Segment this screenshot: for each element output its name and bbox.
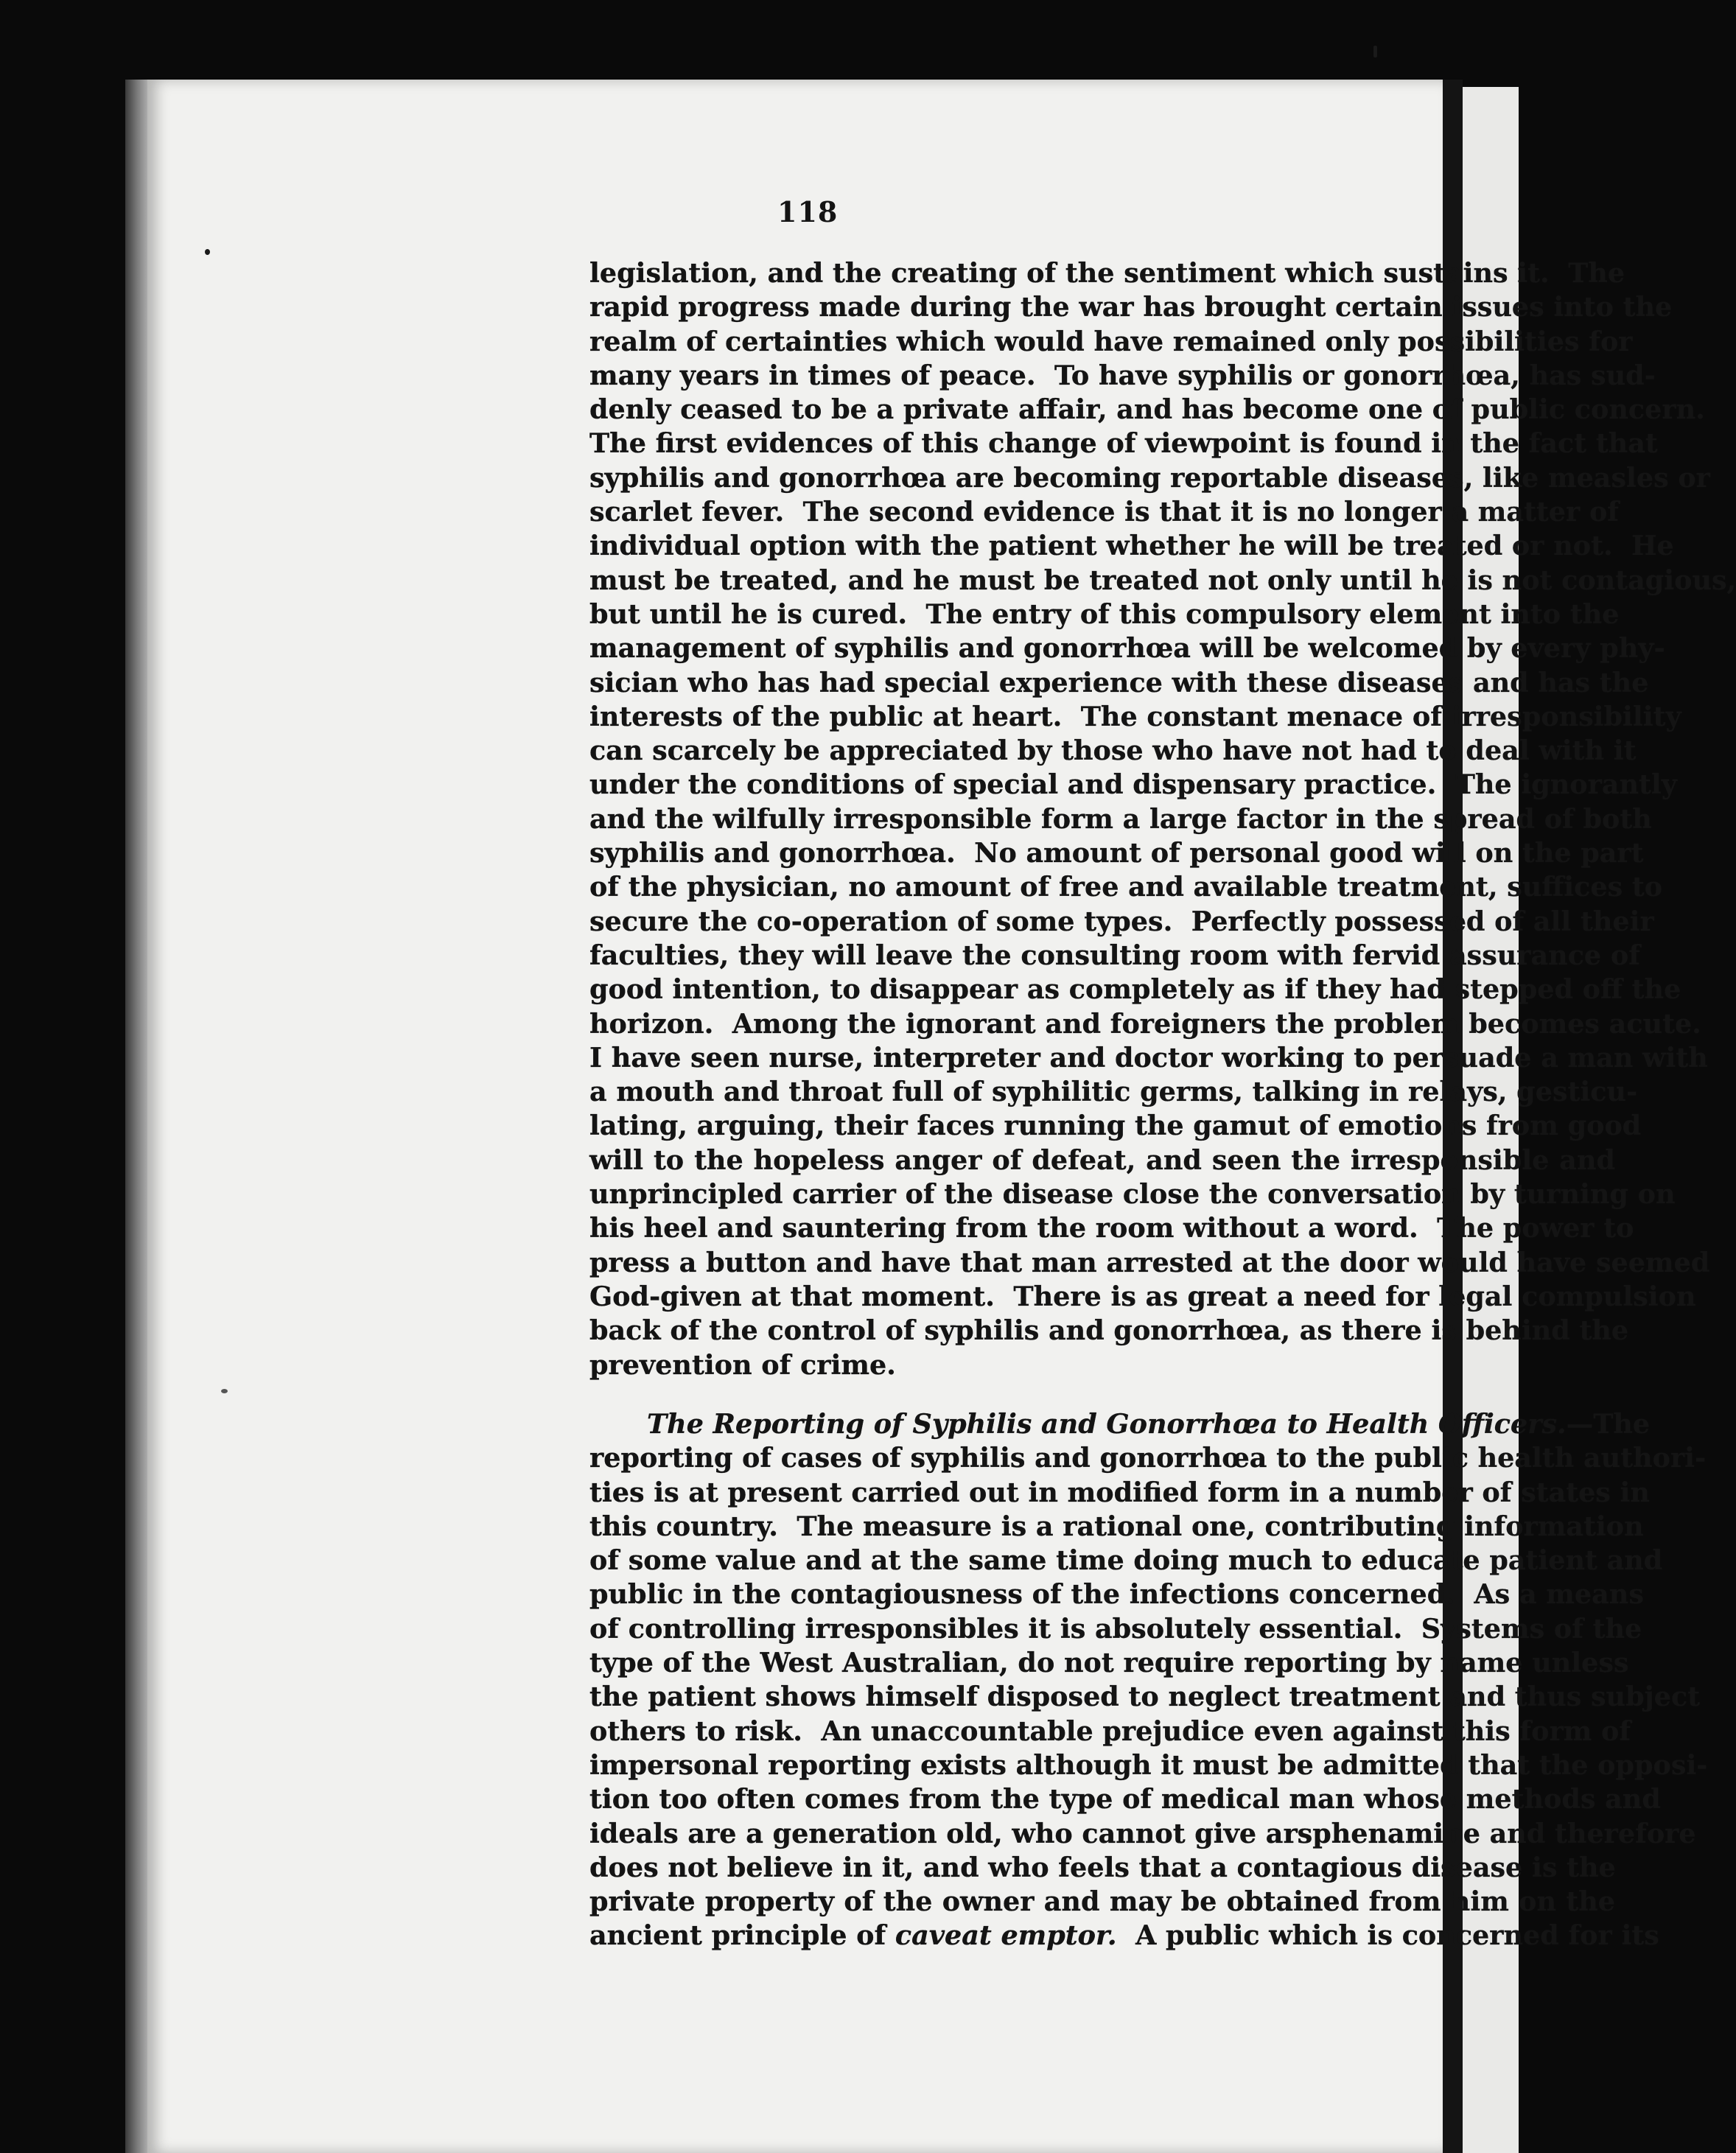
text-line: but until he is cured. The entry of this compulsory element into the — [589, 598, 1620, 630]
heading-tail: —The — [1566, 1408, 1651, 1440]
text-line: of some value and at the same time doing much to educate patient and — [589, 1544, 1663, 1577]
text-line: back of the control of syphilis and gonorrhœa, as there is behind the — [589, 1314, 1629, 1347]
paragraph-1 — [589, 256, 1736, 1382]
text-line: under the conditions of special and dispensary practice. The ignorantly — [589, 769, 1677, 801]
text-line: unprincipled carrier of the disease close the conversation by turning on — [589, 1178, 1676, 1211]
scan-speck — [221, 1389, 228, 1393]
text-line — [589, 1407, 1651, 1441]
text-line: private property of the owner and may be obtained from him on the — [589, 1886, 1615, 1918]
text-line: press a button and have that man arrested at the door would have seemed — [589, 1246, 1710, 1278]
paragraph-2 — [589, 1407, 1708, 1953]
text-line: of the physician, no amount of free and available treatment, suffices to — [589, 871, 1663, 903]
text-line: ideals are a generation old, who cannot give arsphenamine and therefore — [589, 1817, 1696, 1849]
text-line: must be treated, and he must be treated not only until he is not contagious, — [589, 564, 1736, 596]
text-line: individual option with the patient whether he will be treated or not. He — [589, 530, 1674, 562]
text-line: reporting of cases of syphilis and gonorrhœa to the public health authori- — [589, 1442, 1707, 1474]
text-line: syphilis and gonorrhœa are becoming reportable diseases, like measles or — [589, 461, 1710, 494]
text-line — [589, 1919, 1659, 1953]
text-line: many years in times of peace. To have syphilis or gonorrhœa, has sud- — [589, 359, 1656, 391]
text-line: type of the West Australian, do not require reporting by name unless — [589, 1647, 1629, 1679]
text-line: legislation, and the creating of the sentiment which sustains it. The — [589, 257, 1625, 289]
text-line: his heel and sauntering from the room without a word. The power to — [589, 1212, 1634, 1244]
text-line: faculties, they will leave the consulting room with fervid assurance of — [589, 939, 1640, 971]
text-line: good intention, to disappear as completely as if they had stepped off the — [589, 973, 1681, 1006]
text-line: this country. The measure is a rational one, contributing information — [589, 1510, 1644, 1542]
latin-phrase: caveat emptor. — [895, 1919, 1117, 1952]
scan-speck — [205, 249, 210, 255]
text-line: of controlling irresponsibles it is absolutely essential. Systems of the — [589, 1612, 1642, 1645]
text-line: others to risk. An unaccountable prejudice even against this form of — [589, 1715, 1631, 1747]
section-heading: The Reporting of Syphilis and Gonorrhœa to Health Officers. — [647, 1408, 1567, 1440]
text-line: will to the hopeless anger of defeat, and seen the irresponsible and — [589, 1144, 1615, 1176]
text-line: syphilis and gonorrhœa. No amount of personal good will on the part — [589, 837, 1644, 869]
text-line: prevention of crime. — [589, 1348, 896, 1381]
text-line: scarlet fever. The second evidence is that it is no longer a matter of — [589, 496, 1619, 528]
text-line: God-given at that moment. There is as great a need for legal compulsion — [589, 1280, 1696, 1312]
text-line: does not believe in it, and who feels that a contagious disease is the — [589, 1851, 1616, 1883]
text-line: realm of certainties which would have remained only possibilities for — [589, 325, 1633, 357]
text-line: secure the co-operation of some types. Perfectly possessed of all their — [589, 905, 1654, 937]
text-line: denly ceased to be a private affair, and has become one of public concern. — [589, 393, 1705, 426]
text-line: horizon. Among the ignorant and foreigners the problem becomes acute. — [589, 1007, 1701, 1040]
text-line: I have seen nurse, interpreter and doctor working to persuade a man with — [589, 1041, 1708, 1074]
text-fragment: A public which is concerned for its — [1116, 1919, 1659, 1952]
text-line: sician who has had special experience with these diseases and has the — [589, 666, 1649, 699]
text-line: rapid progress made during the war has brought certain issues into the — [589, 291, 1673, 323]
text-line: The first evidences of this change of viewpoint is found in the fact that — [589, 427, 1658, 460]
text-line: the patient shows himself disposed to neglect treatment and thus subject — [589, 1681, 1701, 1713]
paragraph-2-lines — [589, 1441, 1708, 1919]
page-number: 118 — [777, 195, 839, 228]
text-fragment: ancient principle of — [589, 1919, 895, 1952]
text-line: tion too often comes from the type of medical man whose methods and — [589, 1783, 1661, 1816]
text-line: a mouth and throat full of syphilitic germs, talking in relays, gesticu- — [589, 1076, 1638, 1108]
text-line: public in the contagiousness of the infections concerned. As a means — [589, 1578, 1644, 1611]
text-line: interests of the public at heart. The constant menace of irresponsibility — [589, 700, 1681, 732]
text-line: can scarcely be appreciated by those who have not had to deal with it — [589, 735, 1637, 767]
scan-speck — [1373, 46, 1377, 57]
text-line: ties is at present carried out in modified form in a number of states in — [589, 1476, 1650, 1508]
text-line: and the wilfully irresponsible form a large factor in the spread of both — [589, 802, 1652, 835]
text-line: lating, arguing, their faces running the gamut of emotions from good — [589, 1110, 1642, 1142]
text-line: impersonal reporting exists although it must be admitted that the opposi- — [589, 1748, 1708, 1781]
text-line: management of syphilis and gonorrhœa will be welcomed by every phy- — [589, 632, 1665, 665]
